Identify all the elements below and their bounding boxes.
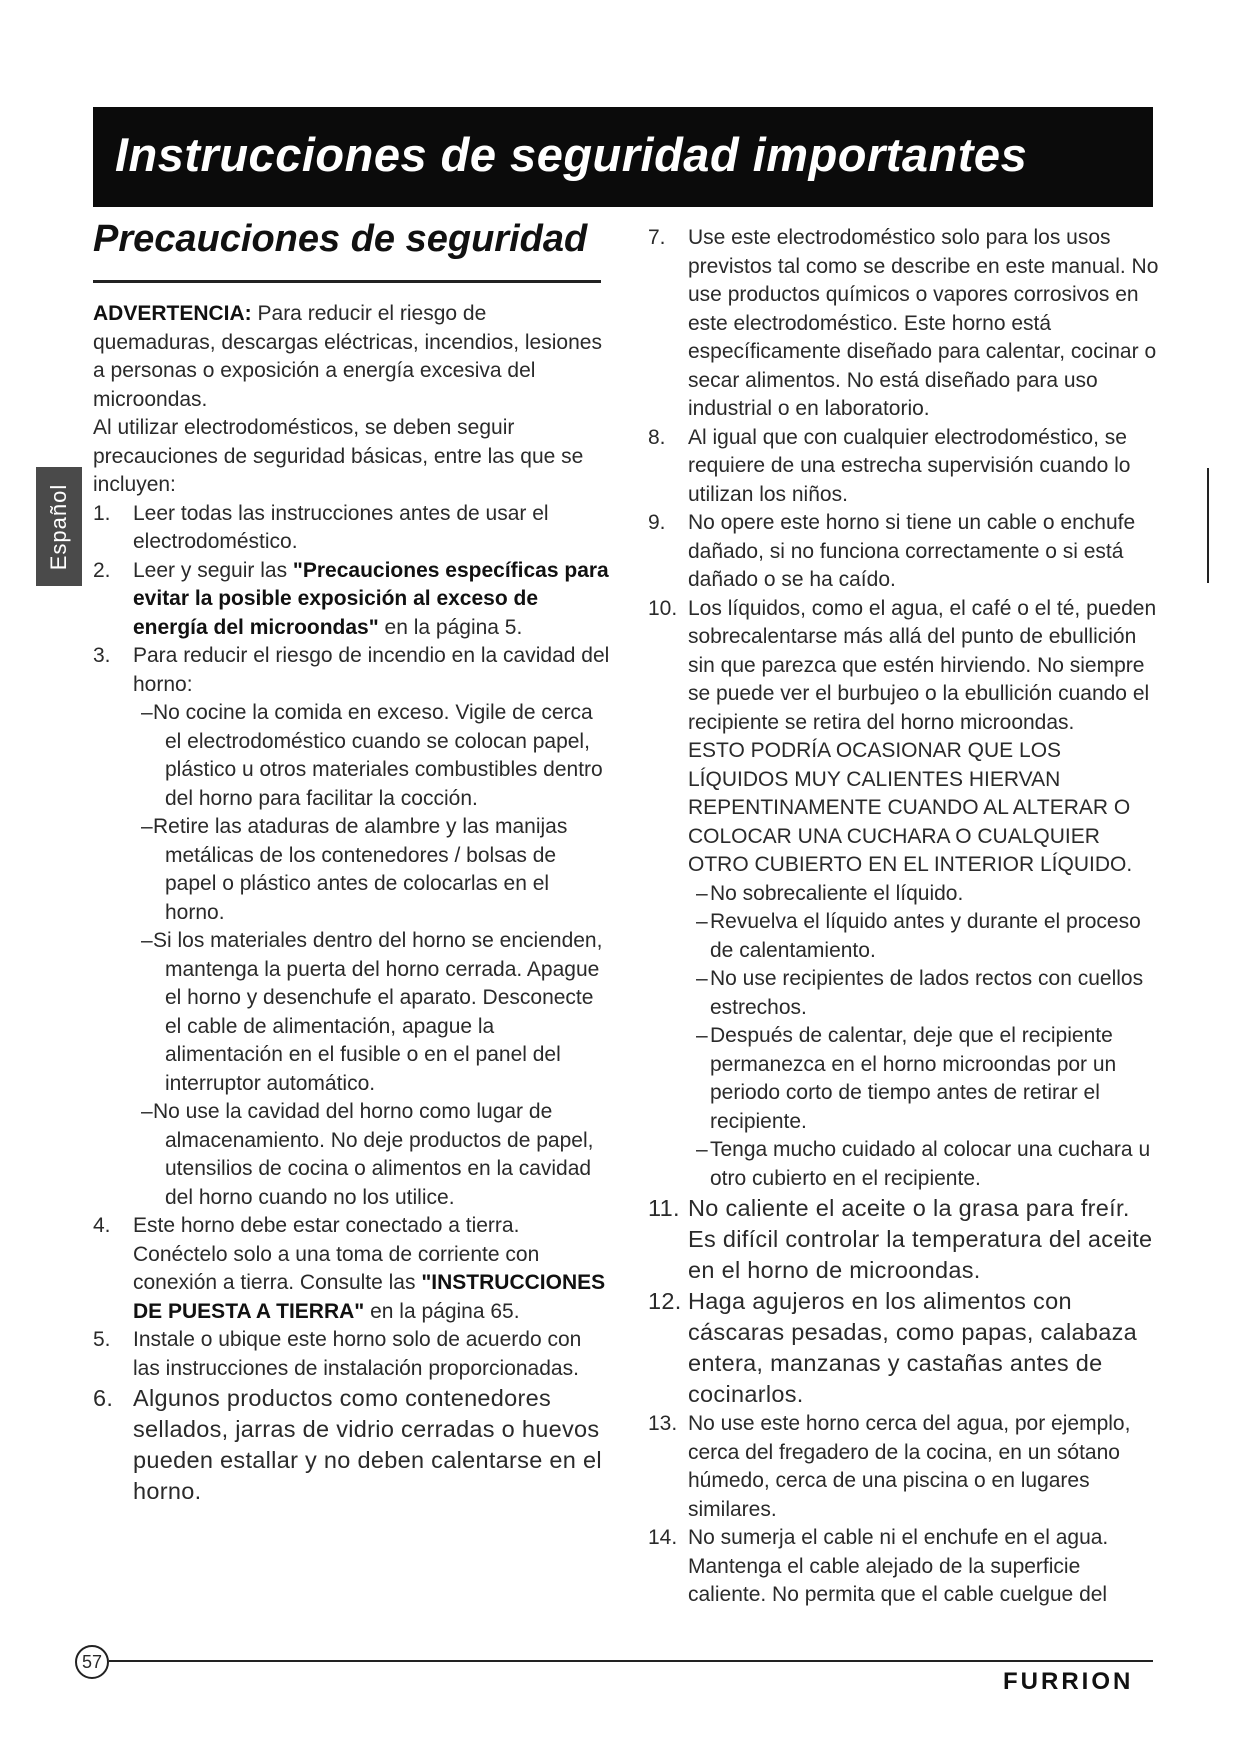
list-item-14 xyxy=(648,1524,1160,1610)
list-item-10 xyxy=(648,595,1160,880)
item-text-post: en la página 5. xyxy=(378,615,523,639)
sub-item-text: Si los materiales dentro del horno se encienden, mantenga la puerta del horno cerrada. Apague el horno y desenchufe el aparato. Desconecte el cable de alimentación, apague la alimentación en el fusible o en el panel del interruptor automático. xyxy=(153,929,603,1095)
item-number: 1. xyxy=(93,501,111,525)
brand-logo: FURRION xyxy=(1003,1668,1134,1695)
section-divider xyxy=(93,280,601,283)
list-item-7 xyxy=(648,224,1160,424)
item-number: 5. xyxy=(93,1328,111,1351)
item-number: 10. xyxy=(648,596,678,620)
sub-item: – No use recipientes de lados rectos con cuellos estrechos. xyxy=(696,967,1144,1019)
section-title: Precauciones de seguridad xyxy=(93,218,588,260)
item-number: 2. xyxy=(93,558,111,582)
item-text-pre: Este horno debe estar conectado a tierra. Conéctelo solo a una toma de corriente con conexión a tierra. Consulte las xyxy=(133,1214,540,1294)
basic-precautions-text: Al utilizar electrodomésticos, se deben seguir precauciones de seguridad básicas, entre las que se incluyen: xyxy=(93,416,584,496)
sub-item: – No cocine la comida en exceso. Vigile de cerca el electrodoméstico cuando se colocan papel, plástico u otros materiales combustibles dentro del horno para facilitar la cocción. xyxy=(107,699,613,813)
list-item-8 xyxy=(648,424,1160,510)
item-text: No sumerja el cable ni el enchufe en el agua. Mantenga el cable alejado de la superficie caliente. No permita que el cable cuelgue del xyxy=(688,1526,1109,1606)
sub-item-text: Tenga mucho cuidado al colocar una cuchara u otro cubierto en el recipiente. xyxy=(710,1138,1151,1190)
sub-item-text: No use la cavidad del horno como lugar de almacenamiento. No deje productos de papel, utensilios de cocina o alimentos en la cavidad del horno cuando no los utilice. xyxy=(153,1100,594,1209)
item-text: Use este electrodoméstico solo para los usos previstos tal como se describe en este manual. No use productos químicos o vapores corrosivos en este electrodoméstico. Este horno está específicamente diseñado para calentar, cocinar o secar alimentos. No está diseñado para uso industrial o en laboratorio. xyxy=(688,226,1159,420)
sub-item-text: No use recipientes de lados rectos con cuellos estrechos. xyxy=(710,967,1144,1019)
item-text-pre: Leer y seguir las xyxy=(133,558,293,582)
warning-paragraph xyxy=(93,300,613,414)
warning-text: Para reducir el riesgo de quemaduras, descargas eléctricas, incendios, lesiones a personas o exposición a energía excesiva del microondas. xyxy=(93,302,602,411)
sub-item-text: Revuelva el líquido antes y durante el proceso de calentamiento. xyxy=(710,910,1141,962)
list-item-13 xyxy=(648,1410,1160,1524)
item-text xyxy=(133,557,613,643)
page-title: Instrucciones de seguridad importantes xyxy=(115,128,1028,181)
item-text: Leer todas las instrucciones antes de usar el electrodoméstico. xyxy=(133,501,549,553)
sub-item: – Después de calentar, deje que el recipiente permanezca en el horno microondas por un periodo corto de tiempo antes de retirar el recipiente. xyxy=(696,1024,1117,1133)
page-number: 57 xyxy=(75,1645,109,1679)
list-item-2 xyxy=(93,557,613,643)
margin-marker xyxy=(1207,468,1209,583)
sub-item: – Si los materiales dentro del horno se encienden, mantenga la puerta del horno cerrada. Apague el horno y desenchufe el aparato. Desconecte el cable de alimentación, apague la alimentación en el fusible o en el panel del interruptor automático. xyxy=(107,927,613,1098)
list-item-1 xyxy=(93,500,613,557)
right-column xyxy=(648,224,1160,1610)
item-text-bold: "Precauciones específicas para evitar la posible exposición al exceso de energía del microondas" xyxy=(133,558,609,639)
item-caps-text: ESTO PODRÍA OCASIONAR QUE LOS LÍQUIDOS MUY CALIENTES HIERVAN REPENTINAMENTE CUANDO AL ALTERAR O COLOCAR UNA CUCHARA O CUALQUIER OTRO CUBIERTO EN EL INTERIOR LÍQUIDO. xyxy=(688,739,1133,876)
item-number: 8. xyxy=(648,425,666,449)
item-number: 13. xyxy=(648,1412,678,1435)
list-item-5 xyxy=(93,1326,613,1383)
item-text: Los líquidos, como el agua, el café o el té, pueden sobrecalentarse más allá del punto de ebullición sin que parezca que estén hirviendo. No siempre se puede ver el burbujeo o la ebullición cuando el recipiente se retira del horno microondas. xyxy=(688,596,1157,734)
list-item-12 xyxy=(648,1286,1160,1410)
item-text: No caliente el aceite o la grasa para freír. Es difícil controlar la temperatura del aceite en el horno de microondas. xyxy=(688,1195,1153,1283)
sub-item: – No use la cavidad del horno como lugar de almacenamiento. No deje productos de papel, utensilios de cocina o alimentos en la cavidad del horno cuando no los utilice. xyxy=(107,1098,613,1212)
item-text xyxy=(133,1212,613,1326)
list-item-3 xyxy=(93,642,613,699)
item-number: 3. xyxy=(93,644,111,667)
list-item-6 xyxy=(93,1383,613,1507)
item-number: 9. xyxy=(648,511,666,534)
item-text-bold: "INSTRUCCIONES DE PUESTA A TIERRA" xyxy=(133,1271,606,1323)
sub-item-text: Después de calentar, deje que el recipiente permanezca en el horno microondas por un periodo corto de tiempo antes de retirar el recipiente. xyxy=(710,1024,1117,1133)
item-text: No use este horno cerca del agua, por ejemplo, cerca del fregadero de la cocina, en un sótano húmedo, cerca de una piscina o en lugares similares. xyxy=(688,1412,1131,1521)
sub-item-text: No cocine la comida en exceso. Vigile de cerca el electrodoméstico cuando se colocan papel, plástico u otros materiales combustibles dentro del horno para facilitar la cocción. xyxy=(153,701,603,810)
item-text-post: en la página 65. xyxy=(364,1299,520,1323)
sub-item-text: Retire las ataduras de alambre y las manijas metálicas de los contenedores / bolsas de papel o plástico antes de colocarlas en el horno. xyxy=(153,815,568,924)
sub-item: – No sobrecaliente el líquido. xyxy=(696,881,964,905)
footer-divider xyxy=(109,1660,1153,1662)
item-text: Algunos productos como contenedores sellados, jarras de vidrio cerradas o huevos pueden estallar y no deben calentarse en el horno. xyxy=(133,1385,602,1504)
item-text: Haga agujeros en los alimentos con cáscaras pesadas, como papas, calabaza entera, manzanas y castañas antes de cocinarlos. xyxy=(688,1288,1138,1407)
item-number: 14. xyxy=(648,1526,678,1549)
item-text: Instale o ubique este horno solo de acuerdo con las instrucciones de instalación proporcionadas. xyxy=(133,1328,582,1380)
sub-item: – Retire las ataduras de alambre y las manijas metálicas de los contenedores / bolsas de papel o plástico antes de colocarlas en el horno. xyxy=(107,813,613,927)
language-tab-label: Español xyxy=(46,483,71,570)
item-text: Para reducir el riesgo de incendio en la cavidad del horno: xyxy=(133,644,610,696)
sub-item: – Tenga mucho cuidado al colocar una cuchara u otro cubierto en el recipiente. xyxy=(696,1138,1151,1190)
sub-item-text: No sobrecaliente el líquido. xyxy=(710,881,964,905)
item-number: 7. xyxy=(648,226,666,249)
left-column xyxy=(93,300,613,1507)
language-tab xyxy=(36,467,82,586)
list-item-11 xyxy=(648,1193,1160,1286)
list-item-4 xyxy=(93,1212,613,1326)
item-number: 6. xyxy=(93,1385,114,1411)
item-text: No opere este horno si tiene un cable o enchufe dañado, si no funciona correctamente o si está dañado o se ha caído. xyxy=(688,511,1136,591)
item-number: 4. xyxy=(93,1214,111,1237)
sub-item: – Revuelva el líquido antes y durante el proceso de calentamiento. xyxy=(696,910,1141,962)
list-item-9 xyxy=(648,509,1160,595)
item-number: 12. xyxy=(648,1288,682,1314)
item-number: 11. xyxy=(648,1195,680,1221)
warning-label: ADVERTENCIA: xyxy=(93,302,252,325)
item-text: Al igual que con cualquier electrodoméstico, se requiere de una estrecha supervisión cuando lo utilizan los niños. xyxy=(688,425,1131,506)
title-banner xyxy=(93,107,1153,207)
